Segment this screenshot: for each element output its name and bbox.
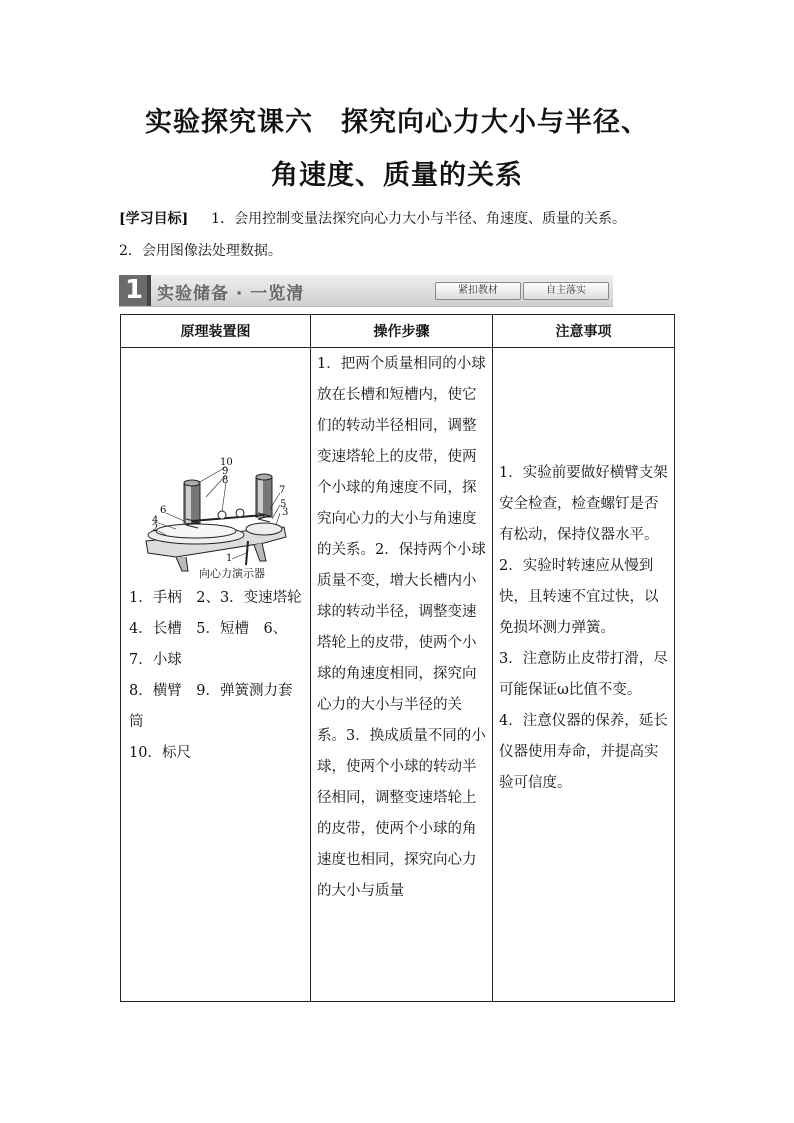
label-6: 6: [159, 505, 166, 516]
legend-item: 8．横臂 9．弹簧测力套筒: [129, 683, 293, 730]
legend-item: 4．长槽 5．短槽 6、7．小球: [129, 621, 288, 668]
label-3: 3: [281, 507, 288, 518]
label-10: 10: [219, 457, 233, 468]
note-item: 4．注意仪器的保养，延长仪器使用寿命，并提高实验可信度。: [499, 713, 668, 791]
figure-caption: 向心力演示器: [198, 567, 265, 580]
note-item: 2．实验时转速应从慢到快，且转速不宜过快，以免损坏测力弹簧。: [499, 558, 659, 636]
label-2: 2: [151, 523, 158, 534]
notes-list: [493, 348, 674, 799]
page-title-line2: 角速度、质量的关系: [271, 160, 523, 191]
note-item: 3．注意防止皮带打滑，尽可能保证ω比值不变。: [499, 651, 668, 698]
learning-goal-2: 2．会用图像法处理数据。: [119, 243, 282, 259]
header-steps: 操作步骤: [311, 315, 493, 348]
section-number: 1: [119, 275, 149, 306]
experiment-table: [120, 314, 675, 1002]
section-label: 实验储备 · 一览清: [157, 284, 305, 304]
notes-cell: [493, 348, 675, 1002]
legend-item: 1．手柄 2、3．变速塔轮: [129, 590, 302, 606]
page-title-line1: 实验探究课六 探究向心力大小与半径、: [145, 107, 649, 138]
label-8: 8: [221, 475, 228, 486]
steps-cell: [311, 348, 493, 1002]
header-principle: 原理装置图: [121, 315, 311, 348]
learning-goals-tag: [学习目标]: [119, 211, 189, 227]
label-7: 7: [278, 485, 285, 496]
steps-text: 1．把两个质量相同的小球放在长槽和短槽内，使它们的转动半径相同，调整变速塔轮上的皮带，使两个小球的角速度不同，探究向心力的大小与角速度的关系。2．保持两个小球质量不变，增大长槽内小球的转动半径，调整变速塔轮上的皮带，使两个小球的角速度相同，探究向心力的大小与半径的关系。3．换成质量不同的小球，使两个小球的转动半径相同，调整变速塔轮上的皮带，使两个小球的角速度也相同，探究向心力的大小与质量: [317, 356, 486, 899]
header-notes: 注意事项: [493, 315, 675, 348]
self-study-button[interactable]: 自主落实: [523, 282, 609, 300]
label-9: 9: [221, 466, 228, 477]
figure-legend: [121, 583, 310, 769]
learning-goals-line1: [119, 208, 626, 230]
centripetal-force-apparatus-figure: [136, 453, 296, 583]
label-1: 1: [225, 553, 232, 564]
note-item: 1．实验前要做好横臂支架安全检查，检查螺钉是否有松动，保持仪器水平。: [499, 465, 668, 543]
label-5: 5: [279, 499, 286, 510]
principle-cell: [121, 348, 311, 1002]
learning-goal-1: 1．会用控制变量法探究向心力大小与半径、角速度、质量的关系。: [211, 211, 627, 227]
section-banner: [119, 275, 613, 307]
legend-item: 10．标尺: [129, 745, 191, 761]
label-4: 4: [151, 515, 158, 526]
textbook-button[interactable]: 紧扣教材: [435, 282, 521, 300]
